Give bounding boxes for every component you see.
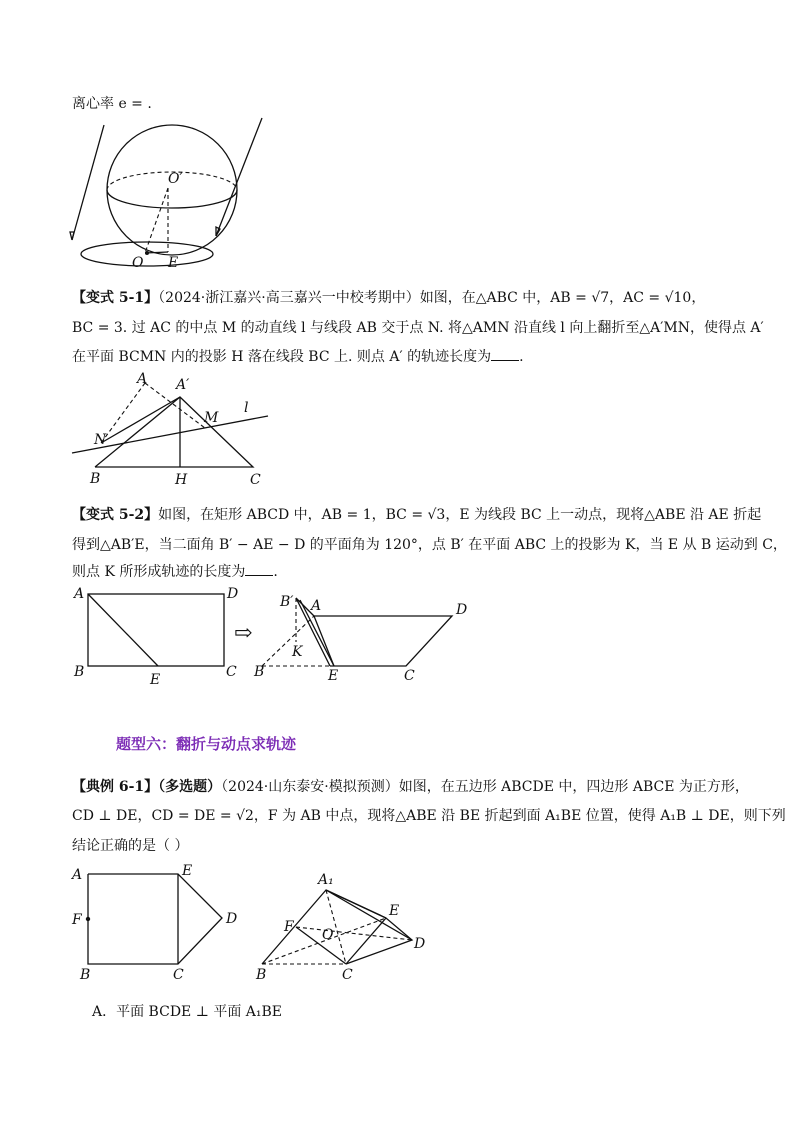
fig3-label-e2: E (328, 668, 339, 684)
fig3-label-d2: D (456, 602, 468, 618)
fig3-label-c: C (226, 664, 237, 680)
fig3-label-a2: A (311, 598, 322, 614)
fig4-label-d2: D (414, 936, 426, 952)
fig4-label-c2: C (342, 967, 353, 983)
fig4-label-f2: F (284, 919, 294, 935)
q61-line1: 【典例 6-1】（多选题）（2024·山东泰安·模拟预测）如图，在五边形 ABCDE 中，四边形 ABCE 为正方形， (72, 779, 749, 795)
fig4-label-e: E (182, 863, 193, 879)
fig3-label-e: E (150, 672, 161, 688)
fig2-label-b: B (90, 471, 101, 487)
q51-line1: 【变式 5-1】（2024·浙江嘉兴·高三嘉兴一中校考期中）如图，在△ABC 中，AB = √7，AC = √10， (72, 290, 706, 306)
q52-line3: 则点 K 所形成轨迹的长度为 . (72, 564, 278, 580)
q52-line2: 得到△AB′E，当二面角 B′ − AE − D 的平面角为 120°，点 B′ 在平面 ABC 上的投影为 K，当 E 从 B 运动到 C， (72, 537, 787, 553)
fig4-label-a1: A₁ (318, 872, 334, 888)
intro-text: 离心率 e = . (72, 96, 152, 112)
q52-label: 【变式 5-2】 (72, 507, 159, 523)
fig1-label-o: O (132, 255, 144, 271)
section-heading: 题型六：翻折与动点求轨迹 (116, 733, 296, 754)
fig2-label-h: H (175, 472, 188, 488)
fig2-label-m: M (204, 410, 219, 426)
fig4-label-e2: E (389, 903, 400, 919)
fig4-label-b: B (80, 967, 91, 983)
fig2-label-l: l (244, 400, 249, 416)
fig3-label-a: A (74, 586, 85, 602)
q61-tag: （多选题） (158, 779, 222, 795)
fig4-label-d: D (226, 911, 238, 927)
q61-line3: 结论正确的是（ ） (72, 838, 189, 854)
fold-arrow-icon: ⇨ (234, 621, 253, 646)
fig2-label-c: C (250, 472, 261, 488)
q61-line2: CD ⊥ DE，CD = DE = √2，F 为 AB 中点，现将△ABE 沿 BE 折起到面 A₁BE 位置，使得 A₁B ⊥ DE，则下列 (72, 808, 786, 824)
q51-label: 【变式 5-1】 (72, 290, 159, 306)
fig3-label-d: D (227, 586, 239, 602)
fig2-label-aprime: A′ (176, 377, 190, 393)
fig3-label-bprime: B′ (280, 594, 294, 610)
fig2-label-n: N (94, 432, 107, 448)
q51-line2: BC = 3. 过 AC 的中点 M 的动直线 l 与线段 AB 交于点 N. 将△AMN 沿直线 l 向上翻折至△A′MN，使得点 A′ (72, 320, 764, 336)
fig4-label-a: A (72, 867, 83, 883)
fig3-label-c2: C (404, 668, 415, 684)
option-a[interactable]: A．平面 BCDE ⊥ 平面 A₁BE (92, 1004, 283, 1020)
fig3-label-b2: B (254, 664, 265, 680)
fig4-label-b2: B (256, 967, 267, 983)
fig4-label-f: F (72, 912, 82, 928)
fig3-label-k: K (292, 644, 303, 660)
q51-line3: 在平面 BCMN 内的投影 H 落在线段 BC 上. 则点 A′ 的轨迹长度为 . (72, 349, 524, 365)
fig2-label-a: A (137, 371, 148, 387)
q52-line1: 【变式 5-2】如图，在矩形 ABCD 中，AB = 1，BC = √3，E 为线段 BC 上一动点，现将△ABE 沿 AE 折起 (72, 507, 762, 523)
fig1-label-e: E (168, 255, 179, 271)
fig4-label-c: C (173, 967, 184, 983)
fig1-label-oprime: O′ (168, 171, 183, 187)
q61-label: 【典例 6-1】 (72, 779, 159, 795)
fig4-label-o: O (322, 927, 334, 943)
fig3-label-b: B (74, 664, 85, 680)
